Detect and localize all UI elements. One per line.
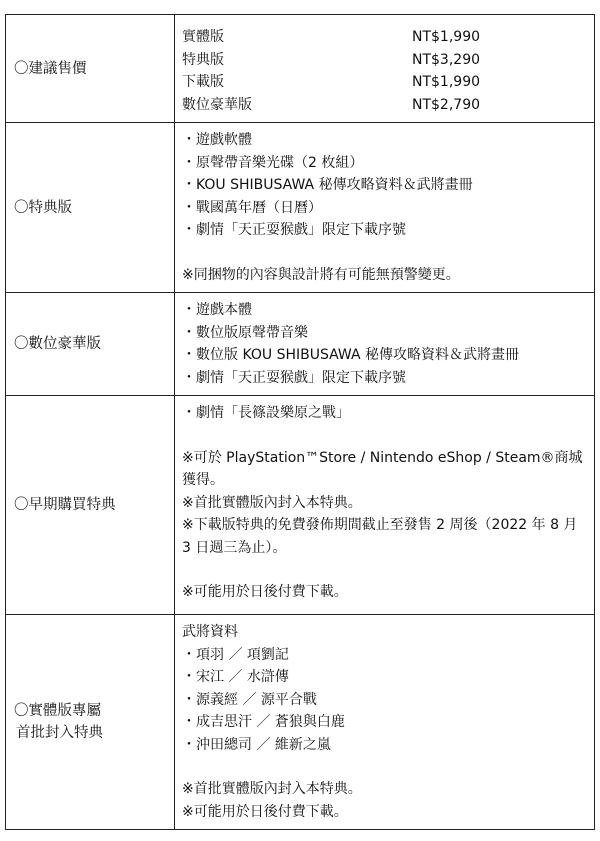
price-row — [182, 49, 584, 72]
physical-bonus-cell — [175, 615, 595, 830]
row-label — [6, 615, 175, 830]
table-row — [6, 15, 595, 123]
digital-deluxe-cell — [175, 293, 595, 396]
price-name: 數位豪華版 — [182, 96, 252, 113]
row-label — [6, 293, 175, 396]
list-item: ・原聲帶音樂光碟（2 枚組） — [182, 154, 364, 171]
list-item: ・源義經 ／ 源平合戰 — [182, 691, 317, 708]
list-item: ・戰國萬年曆（日曆） — [182, 199, 322, 216]
list-item: ・遊戲本體 — [182, 302, 252, 318]
digital-deluxe-label: 〇數位豪華版 — [14, 336, 101, 352]
table-row — [6, 615, 595, 830]
price-row — [182, 94, 584, 117]
early-purchase-cell — [175, 396, 595, 615]
price-cell — [175, 15, 595, 123]
list-item: ・KOU SHIBUSAWA 秘傳攻略資料＆武將畫冊 — [182, 177, 473, 193]
special-edition-cell — [175, 123, 595, 293]
price-label: 〇建議售價 — [14, 60, 87, 77]
spec-table — [5, 14, 595, 830]
special-edition-label: 〇特典版 — [14, 199, 72, 216]
list-item: ・宋江 ／ 水滸傳 — [182, 669, 289, 685]
physical-bonus-label-line1: 〇實體版專屬 — [14, 703, 101, 719]
list-item: ・劇情「天正耍猴戲」限定下載序號 — [182, 369, 406, 386]
list-item: ・遊戲軟體 — [182, 132, 252, 148]
table-row — [6, 396, 595, 615]
row-label — [6, 15, 175, 123]
physical-bonus-label-line2: 首批封入特典 — [16, 725, 103, 741]
price-row — [182, 71, 584, 94]
note: ※首批實體版內封入本特典。 — [182, 494, 362, 511]
list-item: ・劇情「天正耍猴戲」限定下載序號 — [182, 222, 406, 238]
table-row — [6, 293, 595, 396]
note: ※同捆物的內容與設計將有可能無預警變更。 — [182, 266, 460, 283]
note: ※可於 PlayStation™Store / Nintendo eShop / Steam®商城獲得。 — [182, 449, 583, 488]
list-item: ・數位版 KOU SHIBUSAWA 秘傳攻略資料＆武將畫冊 — [182, 347, 520, 363]
row-label — [6, 123, 175, 293]
price-value: NT$3,290 — [412, 51, 481, 68]
section-heading: 武將資料 — [182, 624, 238, 640]
early-purchase-label: 〇早期購買特典 — [14, 497, 116, 513]
row-label — [6, 396, 175, 615]
price-name: 下載版 — [182, 74, 224, 90]
list-item: ・成吉思汗 ／ 蒼狼與白鹿 — [182, 714, 345, 730]
price-name: 特典版 — [182, 51, 224, 68]
list-item: ・劇情「長篠設樂原之戰」 — [182, 405, 350, 421]
note: ※首批實體版內封入本特典。 — [182, 781, 362, 797]
note: ※可能用於日後付費下載。 — [182, 584, 348, 600]
list-item: ・項羽 ／ 項劉記 — [182, 646, 289, 663]
price-row — [182, 26, 584, 49]
list-item: ・沖田總司 ／ 維新之嵐 — [182, 736, 331, 753]
note: ※下載版特典的免費發佈期間截止至發售 2 周後（2022 年 8 月 3 日週三為止）。 — [182, 517, 578, 556]
table-row — [6, 123, 595, 293]
list-item: ・數位版原聲帶音樂 — [182, 324, 308, 341]
price-value: NT$1,990 — [412, 74, 481, 90]
price-name: 實體版 — [182, 29, 224, 45]
price-value: NT$1,990 — [412, 29, 481, 45]
price-value: NT$2,790 — [412, 96, 481, 113]
note: ※可能用於日後付費下載。 — [182, 803, 348, 820]
